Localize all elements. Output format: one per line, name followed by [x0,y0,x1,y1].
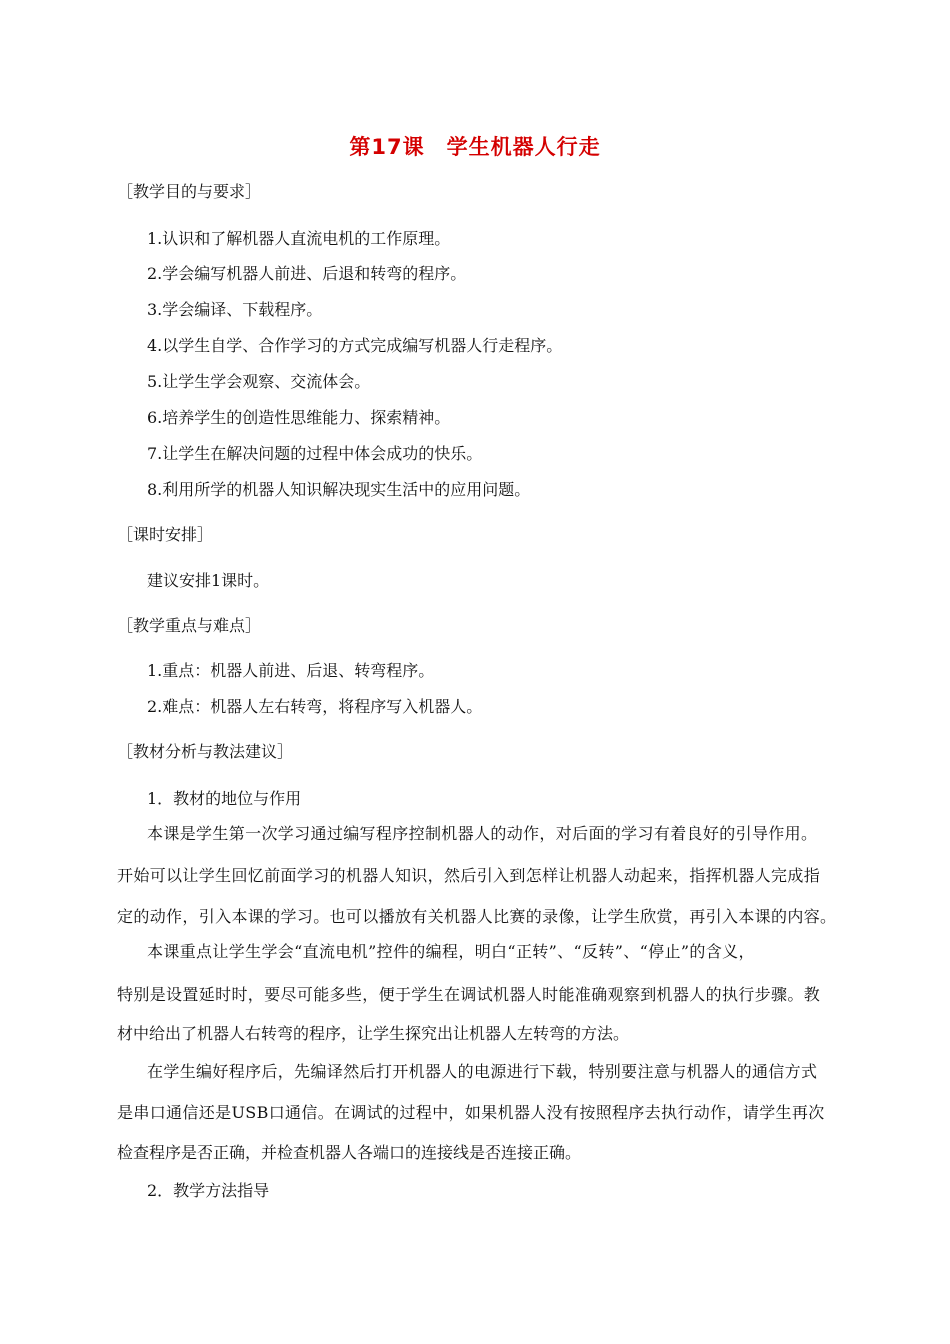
objective-item: 7.让学生在解决问题的过程中体会成功的快乐。 [147,444,483,463]
section-heading-analysis: ［教材分析与教法建议］ [117,742,294,761]
paragraph-line: 特别是设置延时时，要尽可能多些，便于学生在调试机器人时能准确观察到机器人的执行步骤。教 [117,985,821,1004]
schedule-text: 建议安排1课时。 [147,571,270,590]
paragraph-line: 定的动作，引入本课的学习。也可以播放有关机器人比赛的录像，让学生欣赏，再引入本课的内容。 [117,907,837,926]
paragraph-line: 本课是学生第一次学习通过编写程序控制机器人的动作，对后面的学习有着良好的引导作用。 [147,824,818,843]
objective-item: 3.学会编译、下载程序。 [147,300,323,319]
subheading-role: 1．教材的地位与作用 [147,789,302,808]
subheading-methods: 2．教学方法指导 [147,1181,270,1200]
paragraph-line: 是串口通信还是USB口通信。在调试的过程中，如果机器人没有按照程序去执行动作，请学生再次 [117,1103,825,1122]
objective-item: 2.学会编写机器人前进、后退和转弯的程序。 [147,264,467,283]
paragraph-line: 开始可以让学生回忆前面学习的机器人知识，然后引入到怎样让机器人动起来，指挥机器人完成指 [117,866,821,885]
objective-item: 8.利用所学的机器人知识解决现实生活中的应用问题。 [147,480,531,499]
section-heading-objectives: ［教学目的与要求］ [117,182,262,201]
objective-item: 1.认识和了解机器人直流电机的工作原理。 [147,229,451,248]
key-point-item: 1.重点：机器人前进、后退、转弯程序。 [147,661,435,680]
section-heading-key-points: ［教学重点与难点］ [117,616,262,635]
paragraph-line: 本课重点让学生学会“直流电机”控件的编程，明白“正转”、“反转”、“停止”的含义， [147,942,755,961]
paragraph-line: 材中给出了机器人右转弯的程序，让学生探究出让机器人左转弯的方法。 [117,1024,630,1043]
section-heading-schedule: ［课时安排］ [117,525,214,544]
key-point-item: 2.难点：机器人左右转弯，将程序写入机器人。 [147,697,483,716]
objective-item: 5.让学生学会观察、交流体会。 [147,372,371,391]
paragraph-line: 在学生编好程序后，先编译然后打开机器人的电源进行下载，特别要注意与机器人的通信方式 [147,1062,818,1081]
objective-item: 4.以学生自学、合作学习的方式完成编写机器人行走程序。 [147,336,563,355]
paragraph-line: 检查程序是否正确，并检查机器人各端口的连接线是否连接正确。 [117,1143,582,1162]
objective-item: 6.培养学生的创造性思维能力、探索精神。 [147,408,451,427]
page-title: 第17课 学生机器人行走 [349,135,601,159]
